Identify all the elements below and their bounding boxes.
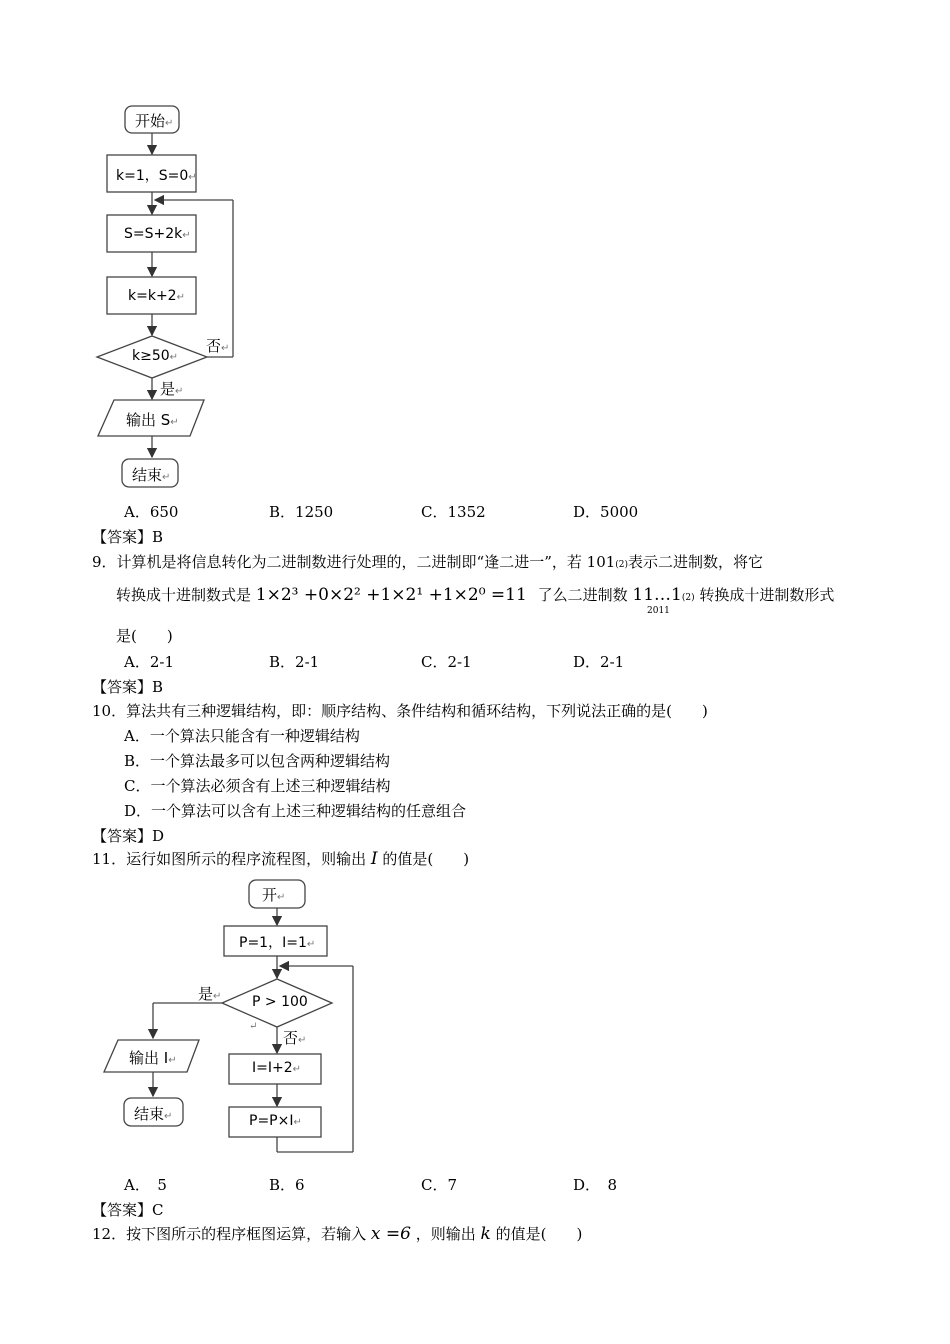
- fc1-start-label: 开始↵: [135, 112, 174, 130]
- q9-binary: 11…1: [632, 585, 682, 605]
- fc2-update-p-label: P=P×I↵: [249, 1113, 302, 1129]
- q11-option-d: D． 8: [573, 1176, 618, 1194]
- q10-option-c: C．一个算法必须含有上述三种逻辑结构: [124, 777, 391, 795]
- fc1-condition-label: k≥50↵: [132, 348, 179, 364]
- q10-option-d: D．一个算法可以含有上述三种逻辑结构的任意组合: [124, 802, 467, 820]
- q10-option-a: A．一个算法只能含有一种逻辑结构: [124, 727, 360, 745]
- fc1-init-label: k=1，S=0↵: [116, 168, 197, 184]
- q8-option-a: A．650: [124, 503, 179, 521]
- q10-stem: 10．算法共有三种逻辑结构，即：顺序结构、条件结构和循环结构，下列说法正确的是( ): [92, 702, 708, 720]
- fc2-no-label: 否↵: [283, 1029, 307, 1047]
- fc2-end-label: 结束↵: [134, 1105, 173, 1123]
- q11-option-b: B．6: [269, 1176, 305, 1194]
- q8-option-c: C．1352: [421, 503, 486, 521]
- fc1-update-k-label: k=k+2↵: [128, 288, 185, 304]
- q8-option-b: B．1250: [269, 503, 334, 521]
- fc2-update-i-label: I=I+2↵: [252, 1060, 302, 1076]
- q8-answer: 【答案】B: [92, 528, 164, 546]
- q9-line1: 9．计算机是将信息转化为二进制数进行处理的，二进制即“逢二进一”，若 101(2)表示二进制数，将它: [92, 553, 764, 571]
- fc1-update-s-label: S=S+2k↵: [124, 226, 191, 242]
- q9-line2: 转换成十进制数式是 1×2³ +0×2² +1×2¹ +1×2⁰ =11 了么二进制数 11…1(2) 转换成十进制数形式: [116, 585, 835, 605]
- q10-answer: 【答案】D: [92, 827, 165, 845]
- q12-stem: 12．按下图所示的程序框图运算，若输入 x =6 ，则输出 k 的值是( ): [92, 1224, 583, 1244]
- fc2-return-mark: ↵: [249, 1021, 258, 1032]
- fc1-no-label: 否↵: [206, 337, 230, 355]
- q11-stem: 11．运行如图所示的程序流程图，则输出 I 的值是( ): [92, 849, 470, 869]
- q9-option-c: C．2-1: [421, 653, 472, 671]
- fc2-output-label: 输出 I↵: [129, 1049, 177, 1067]
- q10-option-b: B．一个算法最多可以包含两种逻辑结构: [124, 752, 391, 770]
- q9-formula: 1×2³ +0×2² +1×2¹ +1×2⁰ =11: [255, 585, 527, 605]
- fc1-output-label: 输出 S↵: [126, 411, 179, 429]
- q9-option-a: A．2-1: [124, 653, 174, 671]
- fc2-init-label: P=1，I=1↵: [239, 935, 316, 951]
- q11-answer: 【答案】C: [92, 1201, 164, 1219]
- fc2-condition-label: P > 100: [252, 994, 308, 1010]
- q9-option-d: D．2-1: [573, 653, 625, 671]
- q11-option-a: A． 5: [124, 1176, 167, 1194]
- fc1-end-label: 结束↵: [132, 466, 171, 484]
- q9-binary-count: 2011: [647, 606, 670, 616]
- q9-line3: 是( ): [116, 627, 173, 645]
- q9-option-b: B．2-1: [269, 653, 320, 671]
- q9-answer: 【答案】B: [92, 678, 164, 696]
- q8-option-d: D．5000: [573, 503, 639, 521]
- q11-option-c: C．7: [421, 1176, 458, 1194]
- fc1-yes-label: 是↵: [160, 380, 184, 398]
- q12-input: x =6: [370, 1224, 411, 1244]
- fc2-yes-label: 是↵: [198, 985, 222, 1003]
- fc2-start-label: 开↵: [262, 886, 286, 904]
